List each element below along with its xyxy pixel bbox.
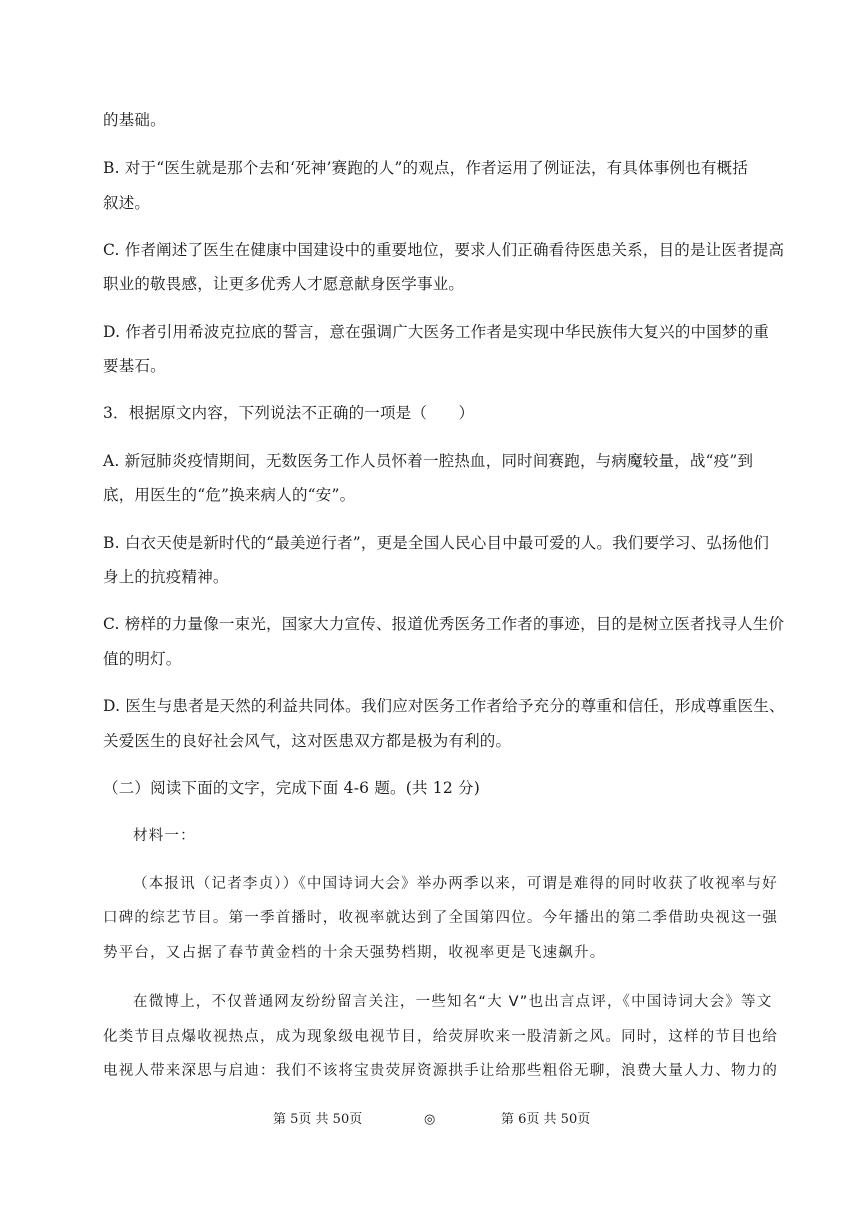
footer-page-left: 第 5页 共 50页 (273, 1112, 363, 1127)
q3-option-a-line: A. 新冠肺炎疫情期间，无数医务工作人员怀着一腔热血，同时间赛跑，与病魔较量，战“疫”到 (103, 452, 754, 470)
material-line: 在微博上，不仅普通网友纷纷留言关注，一些知名“大 V”也出言点评，《中国诗词大会》等文 (133, 994, 773, 1010)
footer-center-mark: ◎ (424, 1112, 436, 1127)
q3-option-c-line: C. 榜样的力量像一束光，国家大力宣传、报道优秀医务工作者的事迹，目的是树立医者找寻人生价 (103, 615, 785, 633)
option-d-line: 要基石。 (103, 357, 166, 375)
material-line: 势平台，又占据了春节黄金档的十余天强势档期，收视率更是飞速飙升。 (103, 945, 606, 961)
q3-option-d-line: 关爱医生的良好社会风气，这对医患双方都是极为有利的。 (103, 732, 512, 750)
material-title: 材料一： (133, 828, 196, 844)
option-c-line: C. 作者阐述了医生在健康中国建设中的重要地位，要求人们正确看待医患关系，目的是让医者提高 (103, 241, 785, 259)
material-line: 电视人带来深思与启迪：我们不该将宝贵荧屏资源拱手让给那些粗俗无聊，浪费大量人力、物力的 (103, 1063, 779, 1079)
q3-option-b-line: B. 白衣天使是新时代的“最美逆行者”，更是全国人民心目中最可爱的人。我们要学习、弘扬他们 (103, 534, 770, 552)
question-3: 3．根据原文内容，下列说法不正确的一项是（ ） (103, 404, 475, 422)
material-line: 口碑的综艺节目。第一季首播时，收视率就达到了全国第四位。今年播出的第二季借助央视这一强 (103, 910, 779, 926)
material-line: 化类节目点爆收视热点，成为现象级电视节目，给荧屏吹来一股清新之风。同时，这样的节目也给 (103, 1029, 779, 1045)
footer-page-right: 第 6页 共 50页 (501, 1112, 591, 1127)
option-b-line: B. 对于“医生就是那个去和‘死神’赛跑的人”的观点，作者运用了例证法，有具体事例也有概括 (103, 159, 748, 177)
option-c-line: 职业的敬畏感，让更多优秀人才愿意献身医学事业。 (103, 275, 465, 293)
material-line: （本报讯（记者李贞））《中国诗词大会》举办两季以来，可谓是难得的同时收获了收视率与好 (133, 876, 778, 892)
option-b-line: 叙述。 (103, 194, 151, 212)
section-heading: （二）阅读下面的文字，完成下面 4-6 题。(共 12 分) (103, 779, 480, 797)
q3-option-b-line: 身上的抗疫精神。 (103, 568, 229, 586)
q3-option-a-line: 底，用医生的“危”换来病人的“安”。 (103, 486, 356, 504)
paragraph-line: 的基础。 (103, 111, 166, 129)
option-d-line: D. 作者引用希波克拉底的誓言，意在强调广大医务工作者是实现中华民族伟大复兴的中国梦的重 (103, 323, 770, 341)
q3-option-d-line: D. 医生与患者是天然的利益共同体。我们应对医务工作者给予充分的尊重和信任，形成尊重医生、 (103, 697, 785, 715)
q3-option-c-line: 值的明灯。 (103, 650, 182, 668)
